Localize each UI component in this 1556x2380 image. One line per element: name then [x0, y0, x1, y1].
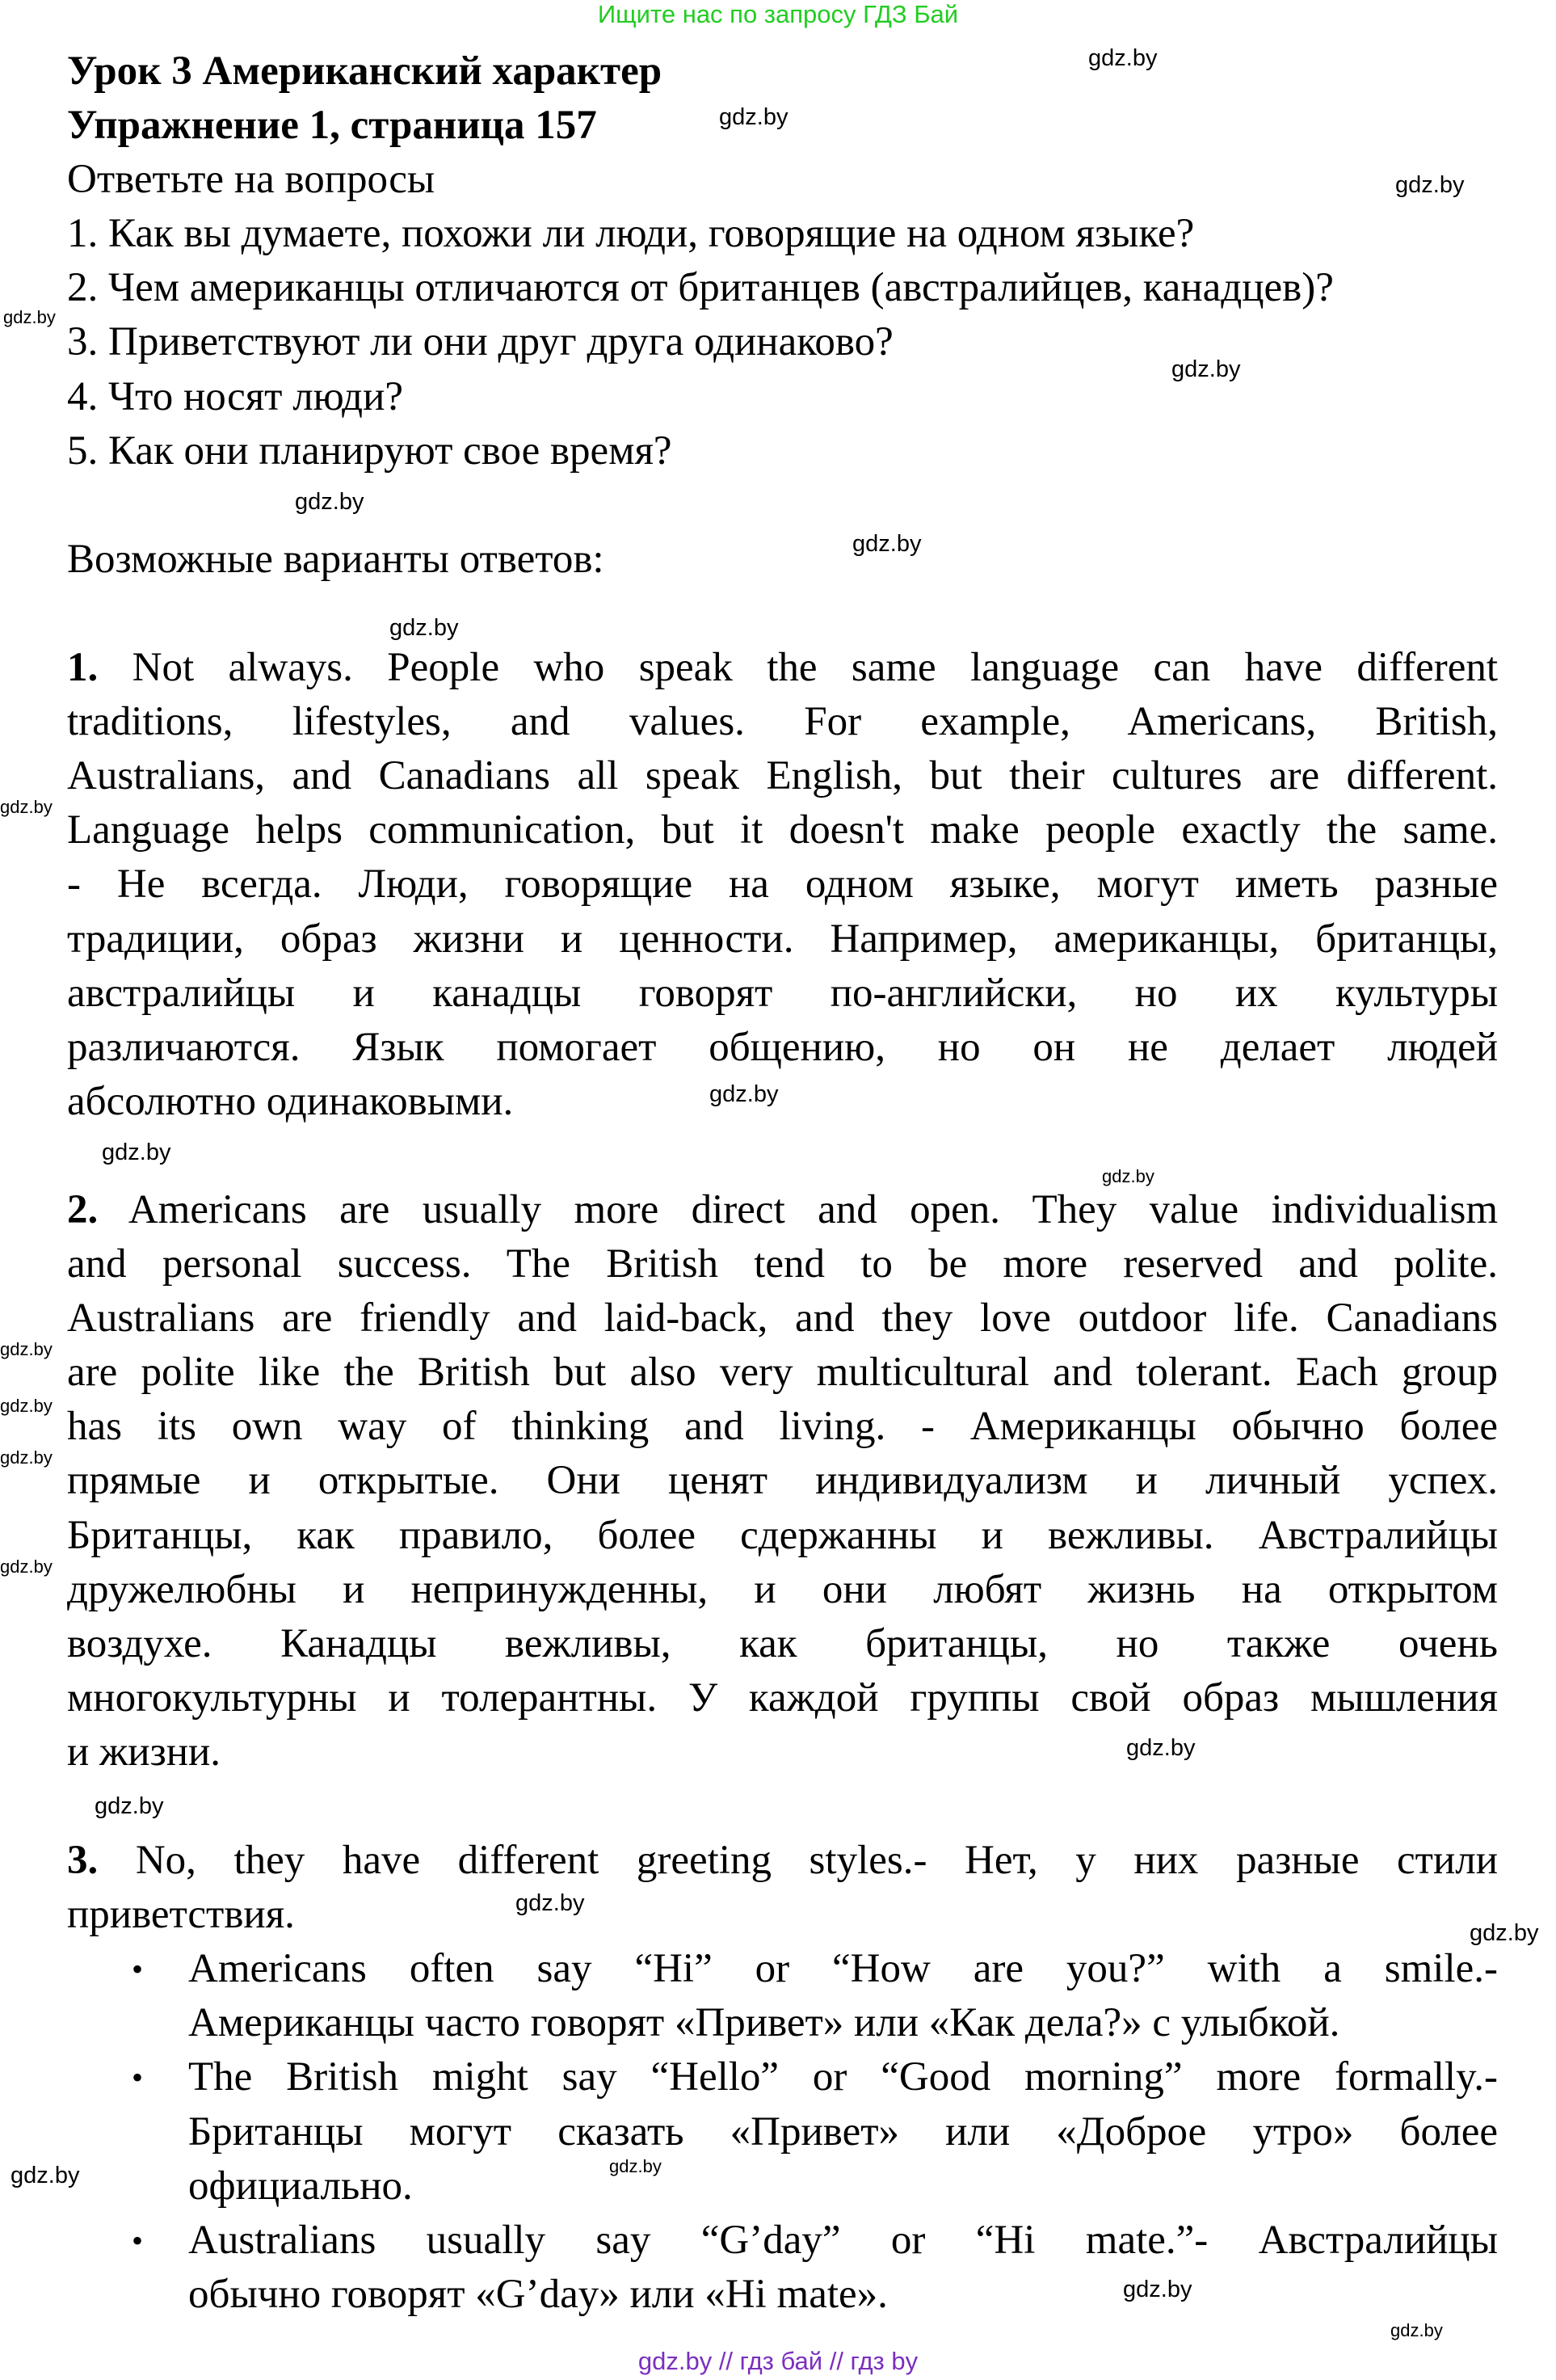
question-item: 2. Чем американцы отличаются от британцев (австралийцев, канадцев)?: [67, 265, 1334, 311]
bullet-line: [67, 2268, 1498, 2322]
answer-line: [67, 641, 1498, 695]
answer-line: абсолютно одинаковыми.: [67, 1078, 514, 1124]
bullet-text: Americans often say “Hi” or “How are you?” with a smile.-: [188, 1946, 1498, 1992]
answers-list: [67, 587, 1498, 2322]
question-item: 4. Что носят люди?: [67, 373, 404, 419]
answer-number: 1.: [67, 645, 99, 691]
answer-text: No, they have different greeting styles.- Нет, у них разные стили: [98, 1838, 1498, 1884]
watermark-text: gdz.by: [609, 2156, 662, 2176]
answer-line: и жизни.: [67, 1729, 221, 1775]
watermark-text: gdz.by: [3, 307, 56, 327]
bullet-icon: •: [132, 2222, 144, 2259]
watermark-text: gdz.by: [1395, 172, 1465, 198]
questions-list: [67, 207, 1498, 478]
bullet-text: обычно говорят «G’day» или «Hi mate».: [188, 2271, 888, 2317]
task-text: Ответьте на вопросы: [67, 157, 435, 203]
bullet-text: Australians usually say “G’day” or “Hi mate.”- Австралийцы: [188, 2217, 1498, 2263]
watermark-text: gdz.by: [0, 1396, 53, 1416]
answer-line: [67, 1183, 1498, 1237]
watermark-text: gdz.by: [0, 1556, 53, 1577]
watermark-text: gdz.by: [1102, 1166, 1154, 1186]
answer-text: Americans are usually more direct and open. They value individualism: [98, 1186, 1498, 1232]
answer-line: Британцы, как правило, более сдержанны и вежливы. Австралийцы: [67, 1512, 1498, 1558]
watermark-text: gdz.by: [0, 1339, 53, 1359]
watermark-text: gdz.by: [1088, 45, 1158, 71]
question-item: 1. Как вы думаете, похожи ли люди, говорящие на одном языке?: [67, 211, 1195, 257]
bullet-icon: •: [132, 2059, 144, 2096]
watermark-text: gdz.by: [389, 615, 459, 641]
answer-line: австралийцы и канадцы говорят по-английски, но их культуры: [67, 970, 1498, 1016]
watermark-text: gdz.by: [0, 1447, 53, 1468]
footer-links[interactable]: gdz.by // гдз бай // гдз by: [637, 2347, 919, 2375]
watermark-text: gdz.by: [1126, 1735, 1196, 1761]
bullet-line: [67, 2105, 1498, 2159]
watermark-text: gdz.by: [515, 1890, 585, 1916]
answer-number: 3.: [67, 1838, 99, 1884]
bullet-line: [67, 1942, 1498, 1996]
watermark-text: gdz.by: [0, 797, 53, 817]
bullet-text: официально.: [188, 2163, 413, 2209]
watermark-text: gdz.by: [1123, 2277, 1192, 2302]
answer-line: Australians are friendly and laid-back, and they love outdoor life. Canadians: [67, 1295, 1498, 1342]
answer-line: has its own way of thinking and living. - Американцы обычно более: [67, 1404, 1498, 1450]
answer-line: and personal success. The British tend to be more reserved and polite.: [67, 1241, 1498, 1287]
answer-line: приветствия.: [67, 1892, 295, 1938]
answer-line: различаются. Язык помогает общению, но он не делает людей: [67, 1024, 1498, 1070]
spacer: [67, 587, 1498, 641]
answer-text: Not always. People who speak the same language can have different: [98, 645, 1498, 691]
answer-line: дружелюбны и непринужденны, и они любят жизнь на открытом: [67, 1566, 1498, 1612]
spacer: [67, 1780, 1498, 1834]
watermark-text: gdz.by: [1390, 2320, 1443, 2340]
answer-line: - Не всегда. Люди, говорящие на одном языке, могут иметь разные: [67, 861, 1498, 908]
spacer: [67, 1129, 1498, 1183]
bullet-line: [67, 2050, 1498, 2104]
answer-line: Language helps communication, but it doesn't make people exactly the same.: [67, 807, 1498, 853]
watermark-text: gdz.by: [295, 489, 364, 515]
watermark-text: gdz.by: [719, 104, 789, 130]
exercise-title: Упражнение 1, страница 157: [67, 103, 597, 149]
answer-line: are polite like the British but also very multicultural and tolerant. Each group: [67, 1350, 1498, 1396]
bullet-text: Американцы часто говорят «Привет» или «Как дела?» с улыбкой.: [188, 2000, 1340, 2046]
watermark-text: gdz.by: [709, 1081, 779, 1107]
lesson-title: Урок 3 Американский характер: [67, 48, 662, 94]
search-banner[interactable]: Ищите нас по запросу ГДЗ Бай: [597, 0, 959, 28]
document-body: [67, 44, 1498, 2322]
bullet-line: [67, 2214, 1498, 2268]
bullet-text: Британцы могут сказать «Привет» или «Доброе утро» более: [188, 2108, 1498, 2155]
watermark-text: gdz.by: [1470, 1920, 1539, 1946]
bullet-line: [67, 1996, 1498, 2050]
watermark-text: gdz.by: [1171, 356, 1241, 382]
answer-line: многокультурны и толерантны. У каждой группы свой образ мышления: [67, 1674, 1498, 1721]
question-item: 3. Приветствуют ли они друг друга одинаково?: [67, 319, 894, 365]
bullet-icon: •: [132, 1951, 144, 1988]
answer-line: прямые и открытые. Они ценят индивидуализм и личный успех.: [67, 1458, 1498, 1504]
answers-heading: Возможные варианты ответов:: [67, 536, 604, 582]
answer-line: Australians, and Canadians all speak English, but their cultures are different.: [67, 753, 1498, 799]
bullet-line: [67, 2156, 1498, 2214]
bullet-text: The British might say “Hello” or “Good morning” more formally.-: [188, 2054, 1498, 2100]
watermark-text: gdz.by: [95, 1793, 164, 1819]
answer-number: 2.: [67, 1186, 99, 1232]
watermark-text: gdz.by: [852, 531, 922, 557]
watermark-text: gdz.by: [11, 2163, 80, 2188]
answer-line: traditions, lifestyles, and values. For example, Americans, British,: [67, 699, 1498, 745]
spacer: [67, 478, 1498, 533]
answer-line: [67, 1834, 1498, 1888]
question-item: 5. Как они планируют свое время?: [67, 428, 672, 474]
answer-line: воздухе. Канадцы вежливы, как британцы, но также очень: [67, 1620, 1498, 1666]
answer-line: традиции, образ жизни и ценности. Например, американцы, британцы,: [67, 916, 1498, 962]
watermark-text: gdz.by: [102, 1139, 171, 1165]
